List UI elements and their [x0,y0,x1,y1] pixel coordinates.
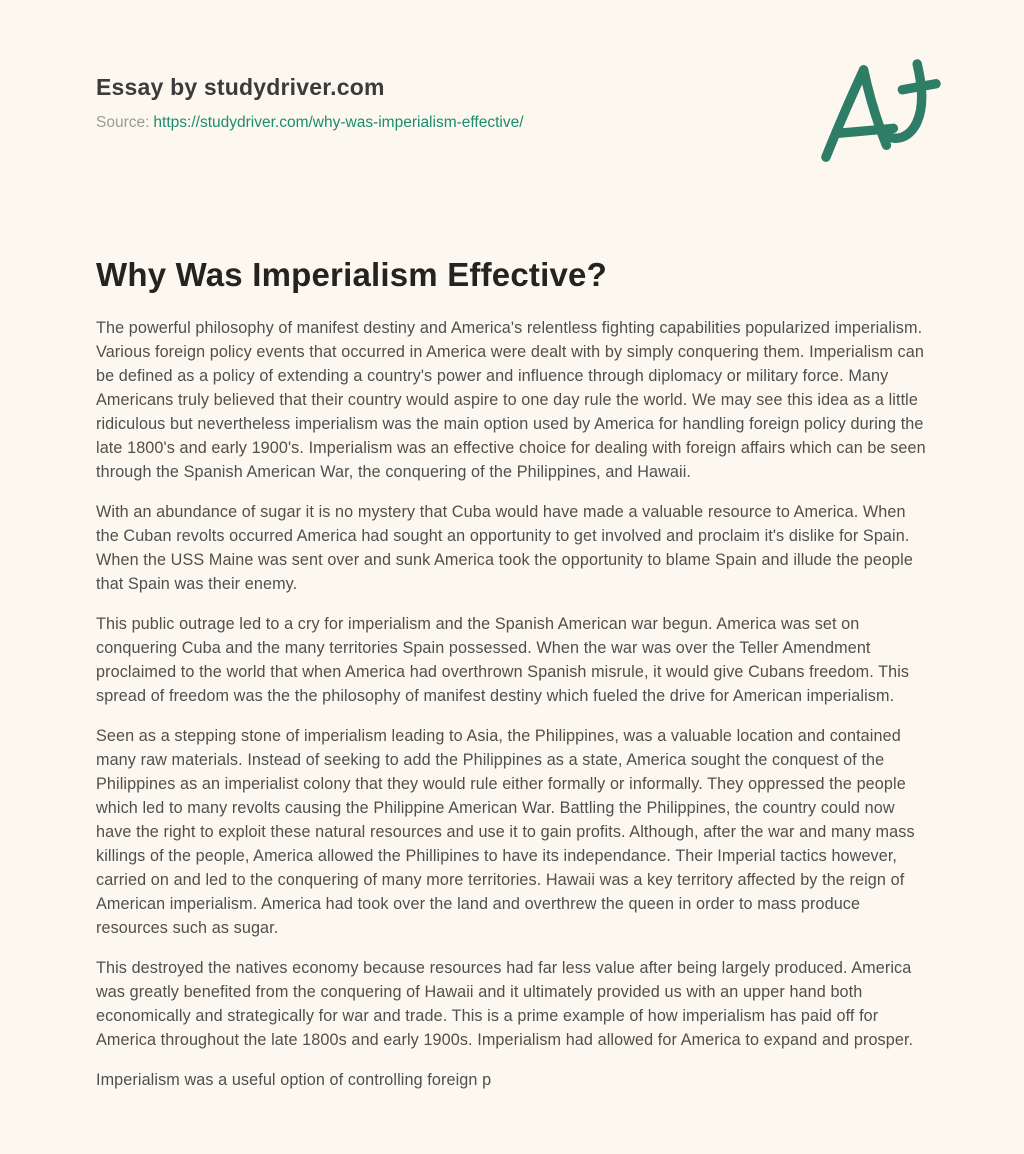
essay-paragraph: This public outrage led to a cry for imperialism and the Spanish American war begun. America was set on conquering Cuba and the many territories Spain possessed. When the war was over the Teller Amendment proclaimed to the world that when America had overthrown Spanish misrule, it would give Cubans freedom. This spread of freedom was the the philosophy of manifest destiny which fueled the drive for American imperialism. [96,615,910,705]
source-line [96,114,932,132]
source-link[interactable]: https://studydriver.com/why-was-imperialism-effective/ [153,114,524,131]
essay-body [96,316,932,1092]
essay-paragraph: This destroyed the natives economy because resources had far less value after being largely produced. America was greatly benefited from the conquering of Hawaii and it ultimately provided us with an upper hand both economically and strategically for war and trade. This is a prime example of how imperialism has paid off for America throughout the late 1800s and early 1900s. Imperialism had allowed for America to expand and prosper. [96,959,914,1049]
essay-paragraph: Imperialism was a useful option of controlling foreign p [96,1071,492,1089]
byline: Essay by studydriver.com [96,74,385,100]
essay-paragraph: Seen as a stepping stone of imperialism leading to Asia, the Philippines, was a valuable location and contained many raw materials. Instead of seeking to add the Philippines as a state, America sought the conquest of the Philippines as an imperialist colony that they would rule either formally or informally. They oppressed the people which led to many revolts causing the Philippine American War. Battling the Philippines, the country could now have the right to exploit these natural resources and use it to gain profits. Although, after the war and many mass killings of the people, America allowed the Phillipines to have its independance. Their Imperial tactics however, carried on and led to the conquering of many more territories. Hawaii was a key territory affected by the reign of American imperialism. America had took over the land and overthrew the queen in order to mass produce resources such as sugar. [96,727,915,937]
source-label: Source: [96,114,150,131]
essay-paragraph: With an abundance of sugar it is no mystery that Cuba would have made a valuable resource to America. When the Cuban revolts occurred America had sought an opportunity to get involved and proclaim it's dislike for Spain. When the USS Maine was sent over and sunk America took the opportunity to blame Spain and illude the people that Spain was their enemy. [96,503,913,593]
essay-paragraph: The powerful philosophy of manifest destiny and America's relentless fighting capabilities popularized imperialism. Various foreign policy events that occurred in America were dealt with by simply conquering them. Imperialism can be defined as a policy of extending a country's power and influence through diplomacy or military force. Many Americans truly believed that their country would aspire to one day rule the world. We may see this idea as a little ridiculous but nevertheless imperialism was the main option used by America for handling foreign policy during the late 1800's and early 1900's. Imperialism was an effective choice for dealing with foreign affairs which can be seen through the Spanish American War, the conquering of the Philippines, and Hawaii. [96,319,926,481]
document-content [96,0,932,1108]
essay-title: Why Was Imperialism Effective? [96,256,607,293]
